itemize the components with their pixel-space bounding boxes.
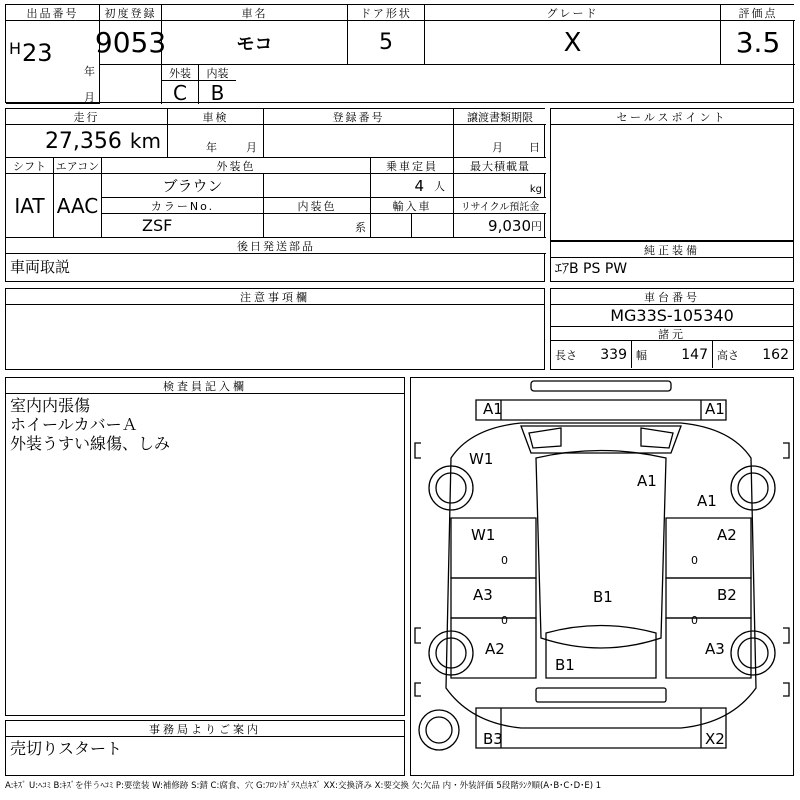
int-score: B [210, 80, 225, 105]
equipment-box [550, 241, 794, 282]
transfer-day-unit: 日 [529, 141, 540, 154]
intcolor-header: 内装色 [264, 198, 371, 214]
car-name-header: 車名 [162, 5, 348, 21]
damage-code: W1 [471, 526, 496, 544]
ext-score: C [162, 81, 199, 104]
car-diagram [410, 377, 794, 776]
int-header: 内装 [199, 65, 236, 81]
office-header: 事務局よりご案内 [6, 721, 404, 737]
damage-code: A3 [705, 640, 725, 658]
panel-zero-mark: 0 [691, 554, 698, 567]
top-table [5, 4, 794, 103]
panel-zero-mark: 0 [501, 554, 508, 567]
chassis-number: MG33S-105340 [551, 305, 793, 327]
dims-header: 諸元 [551, 327, 793, 341]
inspection-value [168, 125, 264, 158]
reg-header: 初度登録 [100, 5, 162, 21]
mileage-unit: km [129, 129, 161, 153]
damage-code: B1 [593, 588, 613, 606]
reg-month-unit: 月 [84, 91, 95, 104]
recycle-unit: 円 [531, 219, 542, 233]
damage-code: A1 [637, 472, 657, 490]
inspector-line: 室内内張傷 [10, 396, 91, 415]
equipment-header: 純正装備 [551, 242, 793, 258]
transfer-value [454, 125, 546, 158]
office-text: 売切りスタート [10, 739, 123, 758]
reg-era: H [9, 39, 22, 58]
intcolor-value [264, 214, 371, 238]
damage-code: A2 [485, 640, 505, 658]
length-value: 339 [600, 346, 627, 363]
damage-code: A3 [473, 586, 493, 604]
seats-header: 乗車定員 [371, 158, 454, 174]
color-header: 外装色 [102, 158, 371, 174]
mileage-number: 27,356 [44, 128, 122, 154]
inspector-notes [6, 394, 404, 455]
notes-box [5, 288, 545, 370]
load-header: 最大積載量 [454, 158, 546, 174]
inspector-line: 外装うすい線傷、しみ [10, 434, 171, 453]
panel-zero-mark: 0 [691, 614, 698, 627]
seats-unit: 人 [434, 179, 445, 193]
office-box [5, 720, 405, 776]
damage-code: A1 [697, 492, 717, 510]
load-value [454, 174, 546, 198]
recycle-value [454, 214, 546, 238]
car-name: モコ [162, 21, 348, 65]
regno-header: 登録番号 [264, 109, 454, 125]
shift-value: IAT [6, 174, 54, 238]
color-extra [264, 174, 371, 198]
seats-value [371, 174, 454, 198]
insp-year-unit: 年 [206, 141, 217, 154]
reg-year-unit: 年 [84, 65, 95, 78]
height-value: 162 [762, 346, 789, 363]
damage-code: A1 [483, 400, 503, 418]
colorno-header: カラーNo. [102, 198, 264, 214]
later-parts-value: 車両取説 [10, 257, 71, 276]
color-value: ブラウン [102, 174, 264, 198]
panel-zero-mark: 0 [501, 614, 508, 627]
damage-code: B2 [717, 586, 737, 604]
door-header: ドア形状 [348, 5, 425, 21]
damage-code: B1 [555, 656, 575, 674]
legend: A:ｷｽﾞ U:ﾍｺﾐ B:ｷｽﾞを伴うﾍｺﾐ P:要塗装 W:補修跡 S:錆 C:腐食、穴 G:ﾌﾛﾝﾄｶﾞﾗｽ点ｷｽﾞ XX:交換済み X:要交換 欠:欠品 内・外装評価 5段階ﾗﾝｸ順(A･B･C･D･E) 1 [5, 781, 602, 791]
seats-number: 4 [414, 176, 424, 195]
sales-point-box [550, 108, 794, 241]
chassis-box [550, 288, 794, 370]
notes-header: 注意事項欄 [6, 289, 544, 305]
dims-row [551, 341, 793, 368]
width-value: 147 [681, 346, 708, 363]
damage-code: X2 [705, 730, 725, 748]
lot-no-header: 出品番号 [6, 5, 100, 21]
damage-code: A2 [717, 526, 737, 544]
shift-header: シフト [6, 158, 54, 174]
width-label: 幅 [636, 348, 647, 362]
grade-value: X [425, 21, 721, 65]
transfer-header: 譲渡書類期限 [454, 109, 546, 125]
recycle-header: リサイクル預託金 [454, 198, 546, 214]
mileage-value [6, 125, 168, 158]
colorno-value: ZSF [102, 214, 264, 238]
length-label: 長さ [555, 348, 577, 362]
sales-point-header: セールスポイント [551, 109, 793, 125]
intcolor-unit: 系 [355, 221, 366, 234]
inspector-line: ホイールカバーＡ [10, 415, 138, 434]
damage-code: W1 [469, 450, 494, 468]
mileage-header: 走行 [6, 109, 168, 125]
grade-header: グレード [425, 5, 721, 21]
door-value: 5 [348, 21, 425, 65]
import-value [371, 214, 454, 238]
score-header: 評価点 [721, 5, 795, 21]
inspector-box [5, 377, 405, 716]
reg-year: 23 [22, 39, 53, 67]
insp-month-unit: 月 [246, 141, 257, 154]
middle-table [5, 108, 545, 282]
later-parts-header: 後日発送部品 [6, 238, 546, 254]
regno-value [264, 125, 454, 158]
interior-exterior-group [162, 65, 348, 104]
damage-code: B3 [483, 730, 503, 748]
lot-blank [100, 65, 162, 104]
ac-value: AAC [54, 174, 102, 238]
equipment-value: ｴｱB PS PW [555, 261, 628, 277]
recycle-number: 9,030 [488, 216, 531, 235]
ext-header: 外装 [162, 65, 199, 81]
height-label: 高さ [717, 348, 739, 362]
car-diagram-svg [411, 378, 793, 775]
reg-cell [6, 21, 100, 104]
inspection-header: 車検 [168, 109, 264, 125]
chassis-header: 車台番号 [551, 289, 793, 305]
transfer-month-unit: 月 [492, 141, 503, 154]
score-value: 3.5 [721, 21, 795, 65]
load-unit: kg [529, 184, 542, 195]
lot-number: 9053 [100, 21, 162, 65]
inspector-header: 検査員記入欄 [6, 378, 404, 394]
import-header: 輸入車 [371, 198, 454, 214]
damage-code: A1 [705, 400, 725, 418]
ac-header: エアコン [54, 158, 102, 174]
